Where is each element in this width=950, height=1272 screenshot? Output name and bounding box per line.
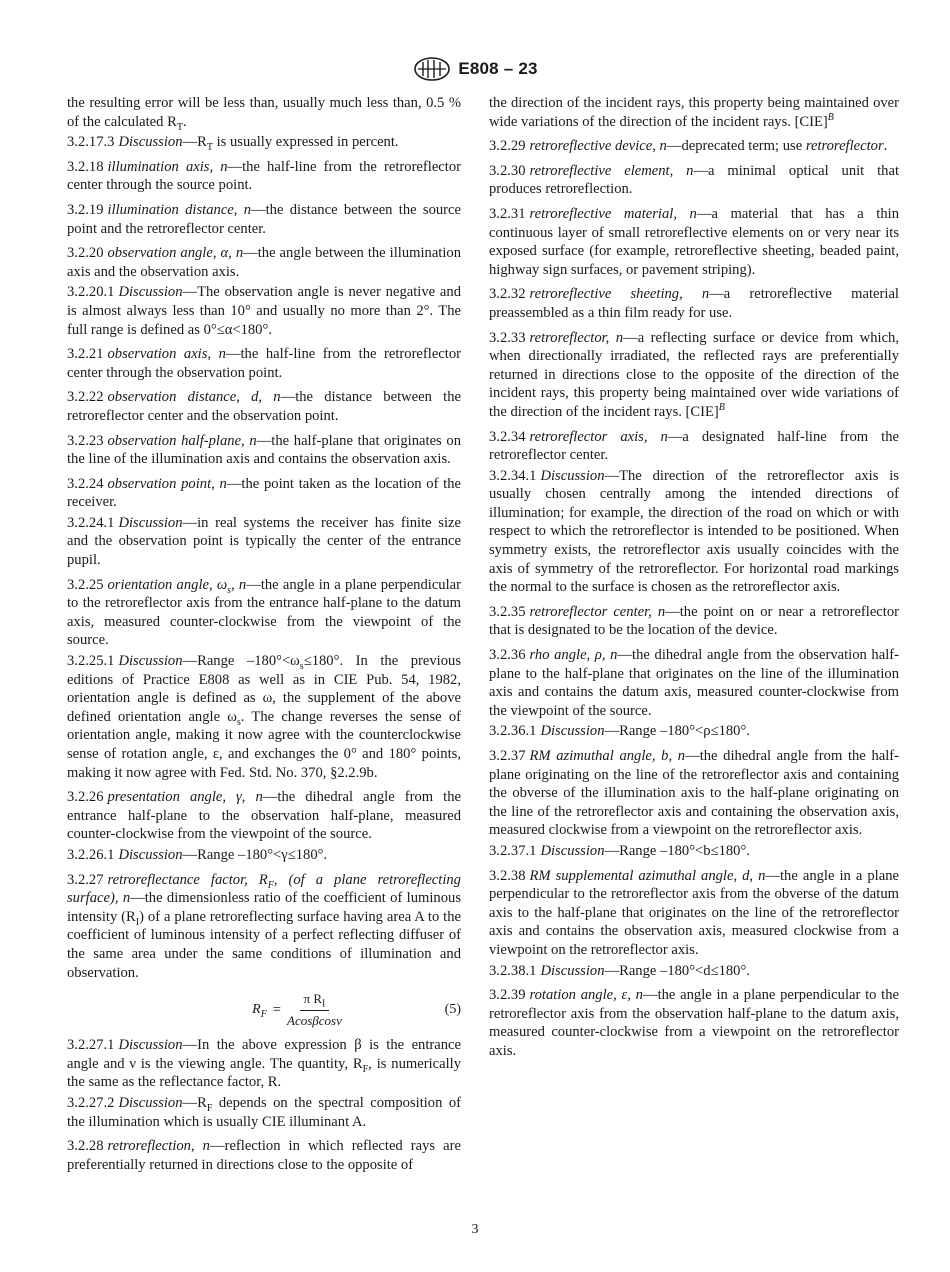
equation-lhs: $R_F$ (252, 1001, 267, 1020)
para-3-2-31: 3.2.31 retroreflective material, n—a material that has a thin continuous layer of small retroreflective elements on or very near its exposed surface (for example, retroreflective sheeting, beaded paint, highway sign surfaces, or pavement striping). (489, 205, 900, 278)
para-3-2-36: 3.2.36 rho angle, ρ, n—the dihedral angle from the observation half-plane to the half-plane that originates on the line of the illumination axis and contains the datum axis, measured counter-clockwise from the viewpoint of the source. (489, 647, 899, 719)
para-3-2-23: 3.2.23 observation half-plane, n—the half-plane that originates on the line of the illumination axis and contains the observation axis. (67, 432, 461, 468)
para-3-2-19: 3.2.19 illumination distance, n—the distance between the source point and the retroreflector center. (67, 201, 461, 237)
para-continuation-right: the direction of the incident rays, this property being maintained over wide variations of the direction of the incident rays. [CIE]$^B$ (489, 95, 899, 130)
designation: E808 – 23 (458, 59, 538, 78)
astm-logo-icon (412, 57, 452, 81)
para-3-2-24-1: 3.2.24.1 Discussion—in real systems the receiver has finite size and the observation point is typically the center of the entrance pupil. (67, 514, 461, 569)
equation-fraction (287, 990, 342, 1030)
para-3-2-29: 3.2.29 retroreflective device, n—deprecated term; use retroreflector. (489, 138, 888, 155)
para-3-2-25-1: 3.2.25.1 Discussion—Range $-180^\circ<\omega_s\le 180^\circ$. In the previous editions of Practice E808 as well as in CIE Pub. 54, 1982, orientation angle is defined as ω, the supplement of the above defined orientation angle $\omega_s$. The change reverses the sense of orientation angle, making it now agree with the counterclockwise sense of rotation angle, ε, and exchanges the 0° and 180° points, making it now agree with Fed. Std. No. 370, §2.2.9b. (67, 653, 461, 781)
para-3-2-21: 3.2.21 observation axis, n—the half-line from the retroreflector center through the observation point. (67, 346, 461, 381)
para-3-2-32: 3.2.32 retroreflective sheeting, n—a retroreflective material preassembled as a thin film ready for use. (489, 286, 899, 321)
para-3-2-39: 3.2.39 rotation angle, ε, n—the angle in a plane perpendicular to the retroreflector axis from the observation half-plane to the datum axis, measured counter-clockwise from a viewpoint on the retroreflector axis. (489, 987, 900, 1059)
para-3-2-36-1: 3.2.36.1 Discussion—Range –180°<ρ≤180°. (489, 723, 750, 740)
page-number: 3 (471, 1222, 479, 1237)
para-3-2-35: 3.2.35 retroreflector center, n—the point on or near a retroreflector that is designated to be the location of the device. (489, 603, 899, 639)
para-3-2-20-1: 3.2.20.1 Discussion—The observation angle is never negative and is almost always less than 10° and usually no more than 2°. The full range is defined as 0°≤α<180°. (67, 284, 461, 338)
equation-number: (5) (444, 1001, 461, 1017)
para-3-2-30: 3.2.30 retroreflective element, n—a minimal optical unit that produces retroreflection. (489, 162, 900, 198)
equation-equals: = (272, 1001, 282, 1018)
para-3-2-27-1: 3.2.27.1 Discussion—In the above expression β is the entrance angle and ν is the viewing angle. The quantity, $R_F$, is numerically the same as the reflectance factor, R. (67, 1037, 461, 1091)
left-column (67, 94, 461, 1180)
para-3-2-22: 3.2.22 observation distance, d, n—the distance between the retroreflector center and the observation point. (67, 389, 461, 424)
equation-denominator: Acosβcosν (287, 1012, 342, 1028)
para-3-2-18: 3.2.18 illumination axis, n—the half-line from the retroreflector center through the source point. (67, 158, 461, 194)
para-continuation: the resulting error will be less than, usually much less than, 0.5 % of the calculated $R_T$. (67, 95, 461, 133)
para-3-2-25: 3.2.25 orientation angle, $\omega_s$, n—the angle in a plane perpendicular to the retroreflector axis from the entrance half-plane to the datum axis, measured counter-clockwise from the viewpoint of the source. (67, 576, 461, 649)
para-3-2-24: 3.2.24 observation point, n—the point taken as the location of the receiver. (67, 475, 462, 511)
para-3-2-26: 3.2.26 presentation angle, γ, n—the dihedral angle from the entrance half-plane to the observation half-plane, measured counter-clockwise from the viewpoint of the source. (67, 789, 461, 843)
equation-5 (67, 992, 461, 1028)
equation-numerator: π $R_I$ (300, 990, 330, 1011)
para-3-2-37: 3.2.37 RM azimuthal angle, b, n—the dihedral angle from the half-plane originating on the line of the retroreflector axis and containing the obverse of the illumination axis to the half-plane originating on the line of the retroreflector axis and containing the observation axis, measured clockwise from a viewpoint on the retroreflector axis. (489, 748, 899, 839)
para-3-2-17-3: 3.2.17.3 $Discussion—R_T$ is usually expressed in percent. (67, 134, 399, 154)
para-3-2-20: 3.2.20 observation angle, α, n—the angle between the illumination axis and the observation axis. (67, 245, 462, 280)
right-column (489, 94, 899, 1067)
para-3-2-38: 3.2.38 RM supplemental azimuthal angle, d, n—the angle in a plane perpendicular to the retroreflector axis from the obverse of the datum axis to the half-plane that originates on the line of the retroreflector axis and contains the observation axis, measured clockwise from a viewpoint on the retroreflector axis. (489, 867, 899, 958)
page-header (0, 56, 950, 82)
para-3-2-34: 3.2.34 retroreflector axis, n—a designated half-line from the retroreflector center. (489, 428, 899, 464)
para-3-2-26-1: 3.2.26.1 Discussion—Range –180°<γ≤180°. (67, 846, 328, 863)
para-3-2-28: 3.2.28 retroreflection, n—reflection in which reflected rays are preferentially returned in directions close to the opposite of (67, 1138, 461, 1173)
para-3-2-33: 3.2.33 retroreflector, n—a reflecting surface or device from which, when directionally irradiated, the reflected rays are preferentially returned in directions close to the opposite of the direction of the incident rays, this property being maintained over wide variations of the direction of the incident rays. [CIE]$^B$ (489, 329, 899, 420)
para-3-2-37-1: 3.2.37.1 Discussion—Range –180°<b≤180°. (489, 842, 750, 859)
para-3-2-34-1: 3.2.34.1 Discussion—The direction of the retroreflector axis is usually chosen centrally among the intended directions of illumination; for example, the direction of the road on which or with respect to which the retroreflector is intended to be positioned. When symmetry exists, the retroreflector axis usually coincides with the axis of symmetry of the retroreflector. For horizontal road markings the normal to the surface is chosen as the retroreflector axis. (489, 467, 899, 596)
para-3-2-27-2: 3.2.27.2 $Discussion—R_F$ depends on the spectral composition of the illumination which is usually CIE illuminant A. (67, 1094, 461, 1130)
para-3-2-27: 3.2.27 retroreflectance factor, $R_F$, (of a plane retroreflecting surface), n—the dimensionless ratio of the coefficient of luminous intensity $(R_I)$ of a plane retroreflecting surface having area A to the coefficient of luminous intensity of a perfect reflecting diffuser of the same area under the same conditions of illumination and observation. (67, 871, 461, 981)
para-3-2-38-1: 3.2.38.1 Discussion—Range –180°<d≤180°. (489, 962, 750, 979)
